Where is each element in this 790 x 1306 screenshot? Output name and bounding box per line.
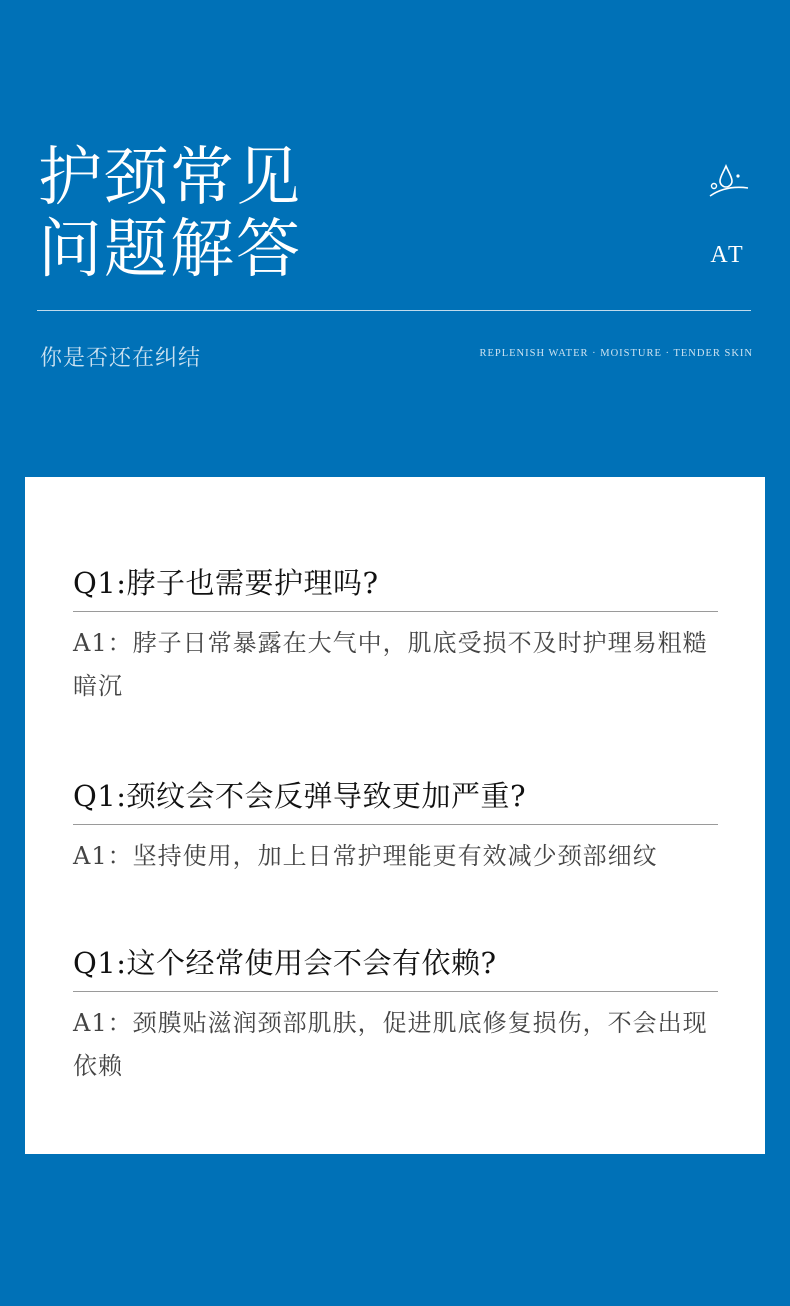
title-line-2: 问题解答	[38, 213, 302, 287]
water-drop-icon	[706, 160, 750, 204]
faq-item-2	[73, 776, 718, 878]
brand-logo-text: AT	[710, 242, 746, 268]
header-divider	[37, 310, 751, 311]
faq-divider	[73, 611, 718, 612]
faq-divider	[73, 824, 718, 825]
faq-answer: A1：坚持使用，加上日常护理能更有效减少颈部细纹	[73, 842, 658, 870]
faq-item-1	[73, 563, 718, 708]
faq-item-3	[73, 943, 718, 1088]
tagline: REPLENISH WATER · MOISTURE · TENDER SKIN	[479, 348, 753, 359]
faq-answer: A1：颈膜贴滋润颈部肌肤，促进肌底修复损伤，不会出现依赖	[73, 1009, 708, 1080]
title-line-1: 护颈常见	[38, 141, 302, 215]
brand-mark	[700, 160, 756, 269]
faq-divider	[73, 991, 718, 992]
faq-question: Q1:颈纹会不会反弹导致更加严重?	[73, 779, 527, 813]
faq-question: Q1:这个经常使用会不会有依赖?	[73, 946, 497, 980]
faq-card	[25, 477, 765, 1154]
subtitle: 你是否还在纠结	[40, 346, 202, 371]
faq-question: Q1:脖子也需要护理吗?	[73, 566, 379, 600]
page-title	[38, 142, 302, 286]
faq-answer: A1：脖子日常暴露在大气中，肌底受损不及时护理易粗糙暗沉	[73, 629, 708, 700]
